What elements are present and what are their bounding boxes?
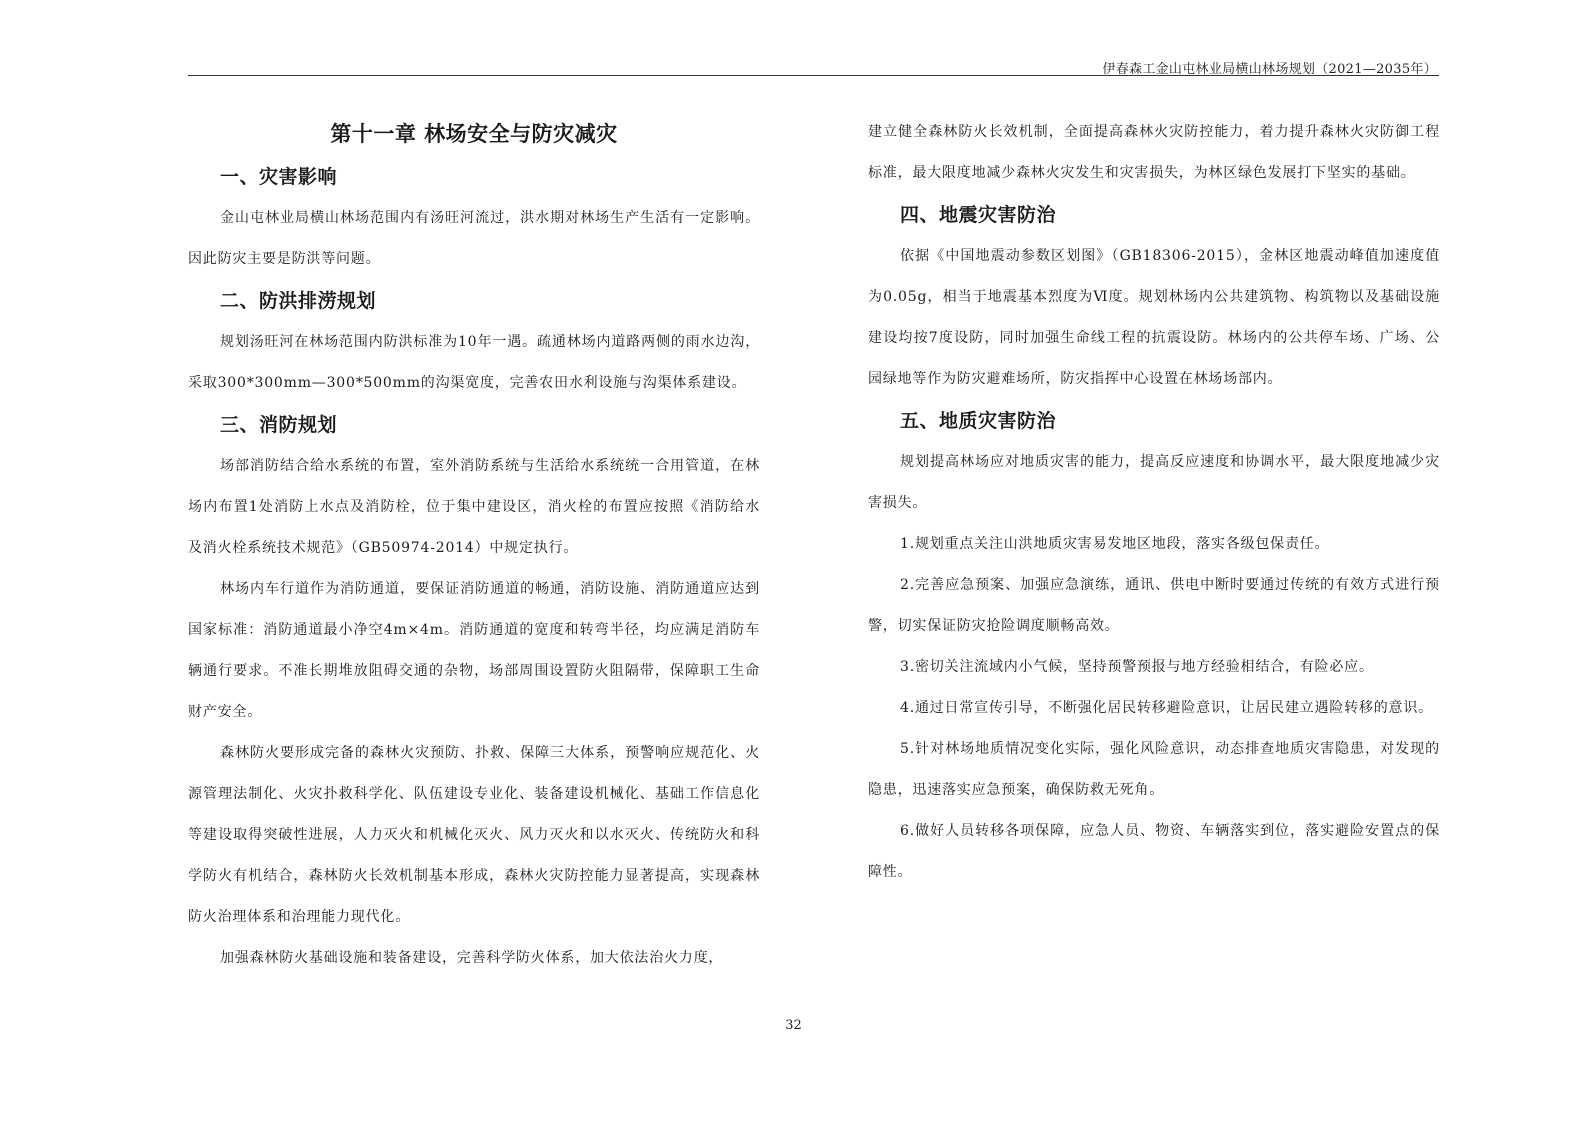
section-heading-flood-control: 二、防洪排涝规划 xyxy=(220,290,377,312)
list-item: 5.针对林场地质情况变化实际，强化风险意识，动态排查地质灾害隐患，对发现的隐患，迅速落实应急预案，确保防救无死角。 xyxy=(868,741,1440,798)
paragraph: 场部消防结合给水系统的布置，室外消防系统与生活给水系统统一合用管道，在林场内布置1处消防上水点及消防栓，位于集中建设区，消火栓的布置应按照《消防给水及消火栓系统技术规范》（GB50974-2014）中规定执行。 xyxy=(188,458,760,556)
section-heading-fire-protection: 三、消防规划 xyxy=(220,414,338,436)
header-divider xyxy=(188,75,1439,76)
list-item: 6.做好人员转移各项保障，应急人员、物资、车辆落实到位，落实避险安置点的保障性。 xyxy=(868,823,1440,880)
paragraph-continued: 建立健全森林防火长效机制，全面提高森林火灾防控能力，着力提升森林火灾防御工程标准，最大限度地减少森林火灾发生和灾害损失，为林区绿色发展打下坚实的基础。 xyxy=(868,124,1440,181)
right-column xyxy=(868,112,1440,893)
list-item: 2.完善应急预案、加强应急演练，通讯、供电中断时要通过传统的有效方式进行预警，切实保证防灾抢险调度顺畅高效。 xyxy=(868,577,1440,634)
chapter-title: 第十一章 林场安全与防灾减灾 xyxy=(330,122,618,146)
paragraph: 金山屯林业局横山林场范围内有汤旺河流过，洪水期对林场生产生活有一定影响。因此防灾主要是防洪等问题。 xyxy=(188,210,760,267)
section-heading-geological-hazard: 五、地质灾害防治 xyxy=(900,410,1057,432)
list-item: 3.密切关注流域内小气候，坚持预警预报与地方经验相结合，有险必应。 xyxy=(900,659,1374,675)
section-heading-disaster-impact: 一、灾害影响 xyxy=(220,166,338,188)
paragraph: 依据《中国地震动参数区划图》（GB18306-2015），金林区地震动峰值加速度值为0.05g，相当于地震基本烈度为Ⅵ度。规划林场内公共建筑物、构筑物以及基础设施建设均按7度设防，同时加强生命线工程的抗震设防。林场内的公共停车场、广场、公园绿地等作为防灾避难场所，防灾指挥中心设置在林场场部内。 xyxy=(868,248,1440,387)
list-item: 4.通过日常宣传引导，不断强化居民转移避险意识，让居民建立遇险转移的意识。 xyxy=(900,700,1433,716)
paragraph: 规划提高林场应对地质灾害的能力，提高反应速度和协调水平，最大限度地减少灾害损失。 xyxy=(868,454,1440,511)
paragraph: 森林防火要形成完备的森林火灾预防、扑救、保障三大体系，预警响应规范化、火源管理法制化、火灾扑救科学化、队伍建设专业化、装备建设机械化、基础工作信息化等建设取得突破性进展，人力灭火和机械化灭火、风力灭火和以水灭火、传统防火和科学防火有机结合，森林防火长效机制基本形成，森林火灾防控能力显著提高，实现森林防火治理体系和治理能力现代化。 xyxy=(188,745,760,925)
paragraph: 加强森林防火基础设施和装备建设，完善科学防火体系，加大依法治火力度， xyxy=(220,950,724,966)
running-header-title: 伊春森工金山屯林业局横山林场规划（2021—2035年） xyxy=(1102,62,1437,77)
page-number: 32 xyxy=(785,1018,802,1033)
left-column xyxy=(188,112,760,979)
list-item: 1.规划重点关注山洪地质灾害易发地区地段，落实各级包保责任。 xyxy=(900,536,1330,552)
section-heading-earthquake: 四、地震灾害防治 xyxy=(900,204,1057,226)
paragraph: 规划汤旺河在林场范围内防洪标准为10年一遇。疏通林场内道路两侧的雨水边沟，采取300*300mm—300*500mm的沟渠宽度，完善农田水利设施与沟渠体系建设。 xyxy=(188,334,760,391)
paragraph: 林场内车行道作为消防通道，要保证消防通道的畅通，消防设施、消防通道应达到国家标准：消防通道最小净空4m×4m。消防通道的宽度和转弯半径，均应满足消防车辆通行要求。不准长期堆放阻碍交通的杂物，场部周围设置防火阻隔带，保障职工生命财产安全。 xyxy=(188,581,760,720)
